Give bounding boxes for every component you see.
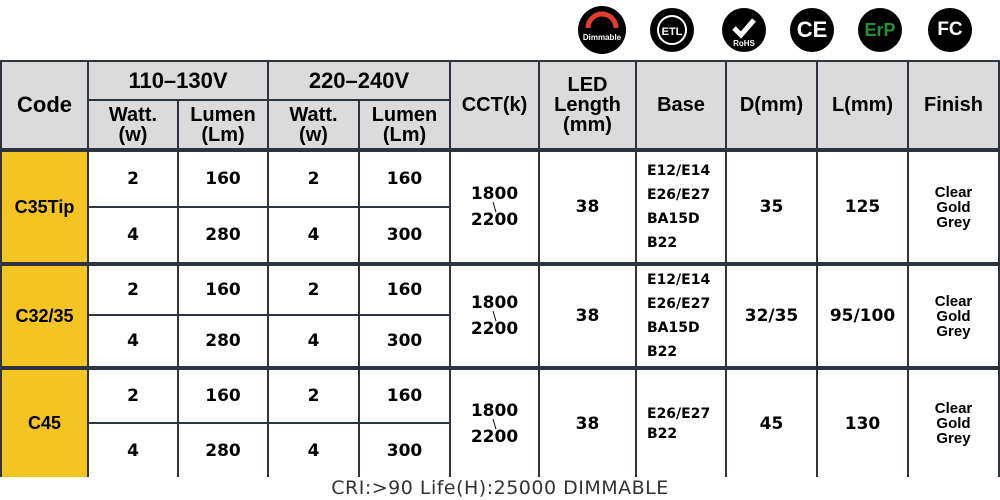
rohs-label: RoHS [733, 39, 755, 48]
footer-specs: CRI:>90 Life(H):25000 DIMMABLE [0, 477, 1000, 500]
finish-item: Clear [934, 183, 973, 201]
base-item: BA15D [647, 320, 700, 336]
cct-low: 1800 [470, 400, 519, 421]
header-watt-unit: (w) [118, 123, 148, 146]
cct-cell [451, 370, 538, 477]
cct-range-separator: \ [492, 200, 497, 214]
fcc-label: FC [937, 19, 963, 40]
header-lumen-220 [360, 101, 449, 148]
watt-220-cell: 4 [269, 424, 358, 477]
watt-110-cell: 2 [89, 370, 177, 422]
diameter-cell: 35 [727, 152, 816, 262]
header-watt-110 [89, 101, 177, 148]
base-item: E12/E14 [647, 163, 711, 179]
header-base: Base [637, 62, 725, 148]
header-watt-220 [269, 101, 358, 148]
base-item: E26/E27 [647, 296, 711, 312]
lumen-220-cell: 160 [360, 152, 449, 206]
lumen-110-cell: 280 [179, 316, 267, 366]
finish-item: Clear [934, 400, 973, 417]
length-cell: 130 [818, 370, 907, 477]
lumen-220-cell: 160 [360, 266, 449, 314]
header-watt-label: Watt. [108, 103, 158, 126]
code-cell: C45 [2, 370, 87, 477]
dimmable-label: Dimmable [582, 33, 622, 42]
lumen-110-cell: 160 [179, 152, 267, 206]
lumen-220-cell: 300 [360, 208, 449, 262]
watt-220-cell: 4 [269, 316, 358, 366]
base-item: E26/E27 [647, 187, 711, 203]
ce-icon [790, 8, 834, 52]
header-led-length [540, 62, 635, 148]
base-cell [637, 266, 725, 366]
base-item: B22 [647, 425, 678, 442]
cct-range-separator: \ [492, 416, 497, 431]
finish-item: Clear [934, 292, 973, 310]
watt-110-cell: 2 [89, 152, 177, 206]
header-lumen-label: Lumen [371, 103, 438, 126]
dimmable-logo [578, 6, 626, 54]
watt-220-cell: 2 [269, 370, 358, 422]
fcc-icon [928, 8, 972, 52]
header-l: L(mm) [818, 62, 907, 148]
cct-high: 2200 [470, 210, 519, 230]
cct-high: 2200 [470, 319, 519, 339]
header-length-unit: (mm) [563, 114, 612, 136]
lumen-110-cell: 280 [179, 208, 267, 262]
cct-cell [451, 266, 538, 366]
finish-item: Gold [936, 307, 971, 325]
led-length-cell: 38 [540, 152, 635, 262]
erp-label: ErP [864, 19, 896, 40]
cct-range-separator: \ [492, 309, 497, 323]
finish-cell [909, 266, 998, 366]
ce-label: CE [796, 17, 828, 42]
lumen-220-cell: 300 [360, 316, 449, 366]
lumen-110-cell: 160 [179, 370, 267, 422]
base-item: E12/E14 [647, 272, 711, 288]
header-length-label: Length [554, 94, 621, 116]
watt-220-cell: 2 [269, 266, 358, 314]
finish-item: Grey [936, 430, 971, 447]
etl-label: ETL [661, 26, 683, 38]
finish-cell [909, 370, 998, 477]
lumen-110-cell: 280 [179, 424, 267, 477]
diameter-cell: 45 [727, 370, 816, 477]
length-cell: 95/100 [818, 266, 907, 366]
base-item: E26/E27 [647, 405, 711, 422]
header-lumen-unit: (Lm) [201, 123, 245, 146]
watt-220-cell: 2 [269, 152, 358, 206]
dimmable-icon [578, 6, 626, 54]
base-item: B22 [647, 344, 678, 360]
lumen-220-cell: 160 [360, 370, 449, 422]
certification-logos [578, 8, 990, 52]
etl-icon [650, 8, 694, 52]
finish-item: Grey [936, 213, 971, 231]
header-lumen-unit: (Lm) [382, 123, 427, 146]
code-cell: C35Tip [2, 152, 87, 262]
header-lumen-label: Lumen [190, 103, 256, 126]
cct-high: 2200 [470, 426, 519, 447]
watt-110-cell: 4 [89, 316, 177, 366]
watt-110-cell: 2 [89, 266, 177, 314]
led-length-cell: 38 [540, 370, 635, 477]
lumen-110-cell: 160 [179, 266, 267, 314]
base-cell [637, 152, 725, 262]
lumen-220-cell: 300 [360, 424, 449, 477]
cct-low: 1800 [470, 293, 519, 313]
finish-item: Gold [936, 198, 971, 216]
code-cell: C32/35 [2, 266, 87, 366]
header-led-label: LED [567, 74, 608, 96]
header-watt-unit: (w) [299, 123, 328, 146]
header-220-240v: 220–240V [269, 62, 449, 99]
length-cell: 125 [818, 152, 907, 262]
watt-110-cell: 4 [89, 424, 177, 477]
base-item: B22 [647, 235, 678, 251]
base-cell [637, 370, 725, 477]
base-item: BA15D [647, 211, 700, 227]
header-110-130v: 110–130V [89, 62, 267, 99]
finish-cell [909, 152, 998, 262]
header-watt-label: Watt. [289, 103, 338, 126]
finish-item: Gold [936, 415, 971, 432]
led-length-cell: 38 [540, 266, 635, 366]
spec-table [0, 60, 1000, 477]
header-finish: Finish [909, 62, 998, 148]
erp-icon [858, 8, 902, 52]
header-cct: CCT(k) [451, 62, 538, 148]
cct-low: 1800 [470, 184, 519, 204]
watt-220-cell: 4 [269, 208, 358, 262]
header-d: D(mm) [727, 62, 816, 148]
cct-cell [451, 152, 538, 262]
watt-110-cell: 4 [89, 208, 177, 262]
diameter-cell: 32/35 [727, 266, 816, 366]
header-lumen-110 [179, 101, 267, 148]
finish-item: Grey [936, 322, 971, 340]
header-code: Code [2, 62, 87, 148]
rohs-icon [722, 8, 766, 52]
